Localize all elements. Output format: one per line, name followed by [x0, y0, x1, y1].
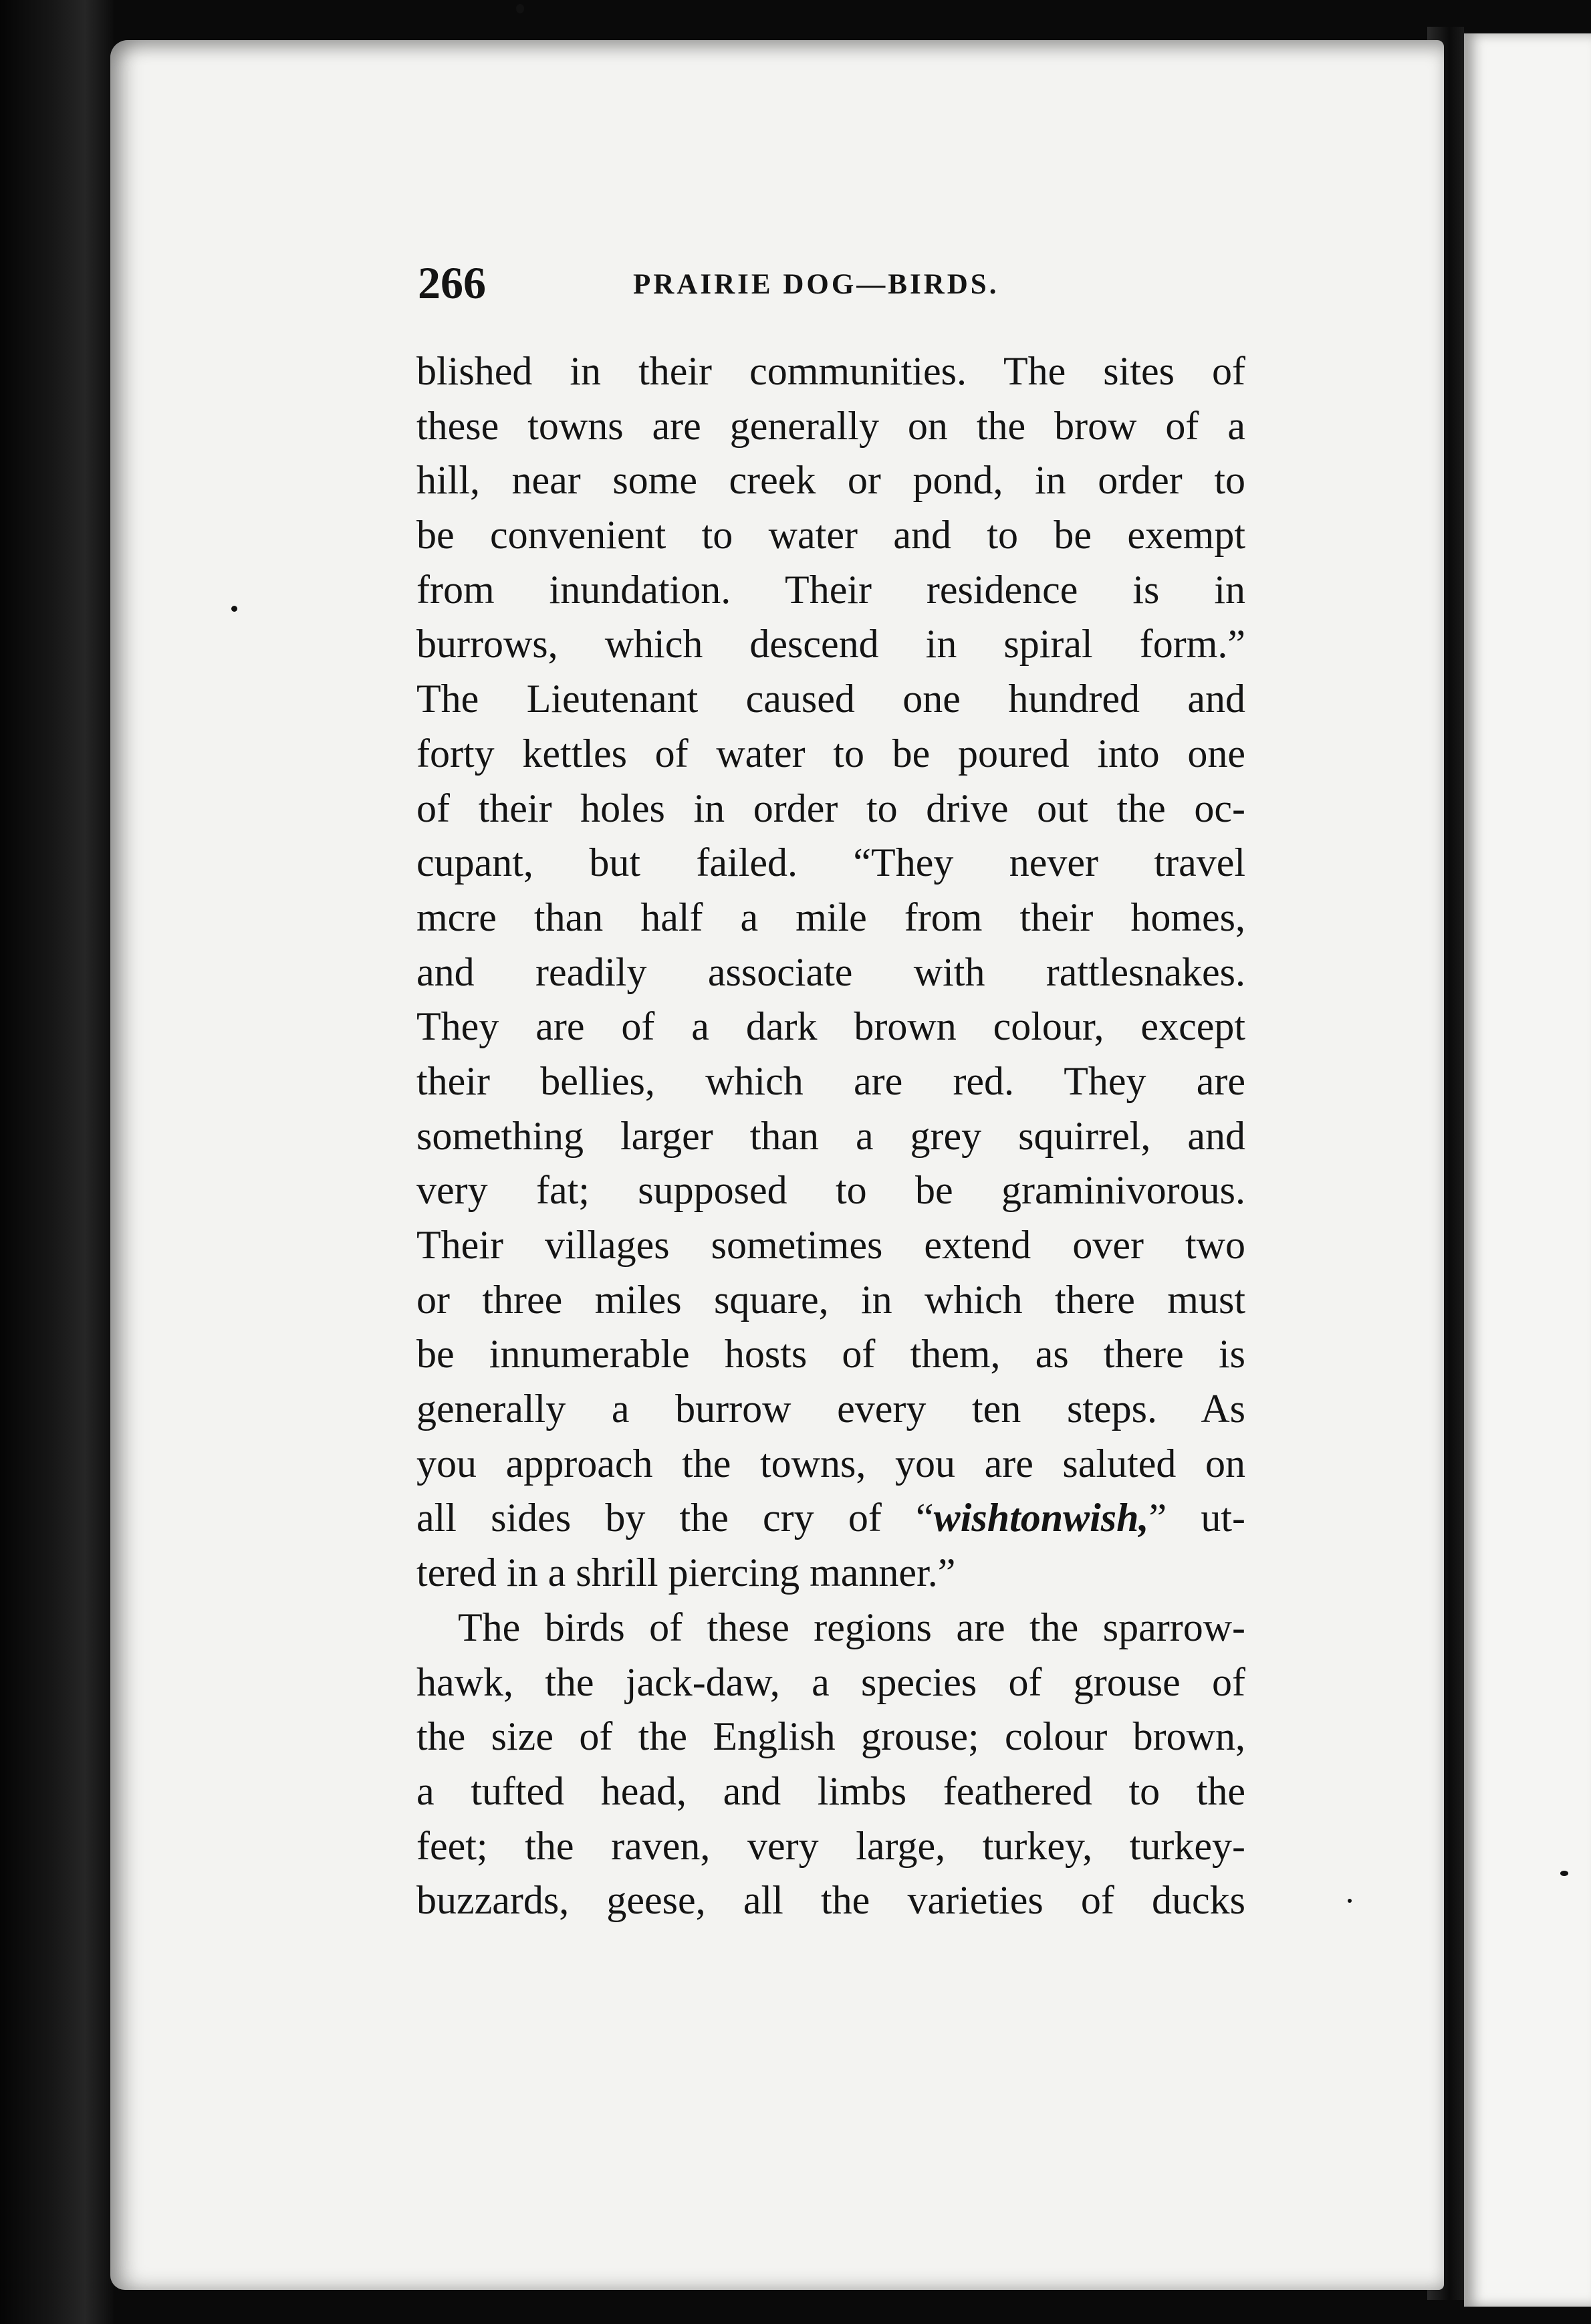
paragraph-end-line: tered in a shrill piercing manner.” — [416, 1550, 956, 1595]
text-line: mcre than half a mile from their homes, — [416, 895, 1245, 939]
text-line: They are of a dark brown colour, except — [416, 1004, 1245, 1049]
text-line: or three miles square, in which there must — [416, 1277, 1245, 1322]
running-head: PRAIRIE DOG—BIRDS. — [633, 269, 999, 300]
text-line: forty kettles of water to be poured into one — [416, 731, 1245, 776]
text-line: something larger than a grey squirrel, and — [416, 1113, 1245, 1158]
text-line: the size of the English grouse; colour brown, — [416, 1714, 1245, 1759]
paragraph-first-line: The birds of these regions are the sparrow- — [458, 1605, 1245, 1649]
text-line: their bellies, which are red. They are — [416, 1058, 1245, 1103]
italic-word: wishtonwish, — [933, 1496, 1149, 1540]
text-line: feet; the raven, very large, turkey, turkey- — [416, 1823, 1245, 1868]
text-line: blished in their communities. The sites of — [416, 349, 1245, 393]
text-line-with-italic — [416, 1491, 1245, 1546]
scan-speck — [516, 4, 524, 13]
text-line: cupant, but failed. “They never travel — [416, 840, 1245, 885]
text-line: burrows, which descend in spiral form.” — [416, 622, 1245, 667]
line-text-after: ” ut- — [1148, 1496, 1246, 1540]
text-line: hawk, the jack-daw, a species of grouse of — [416, 1659, 1245, 1704]
text-line: very fat; supposed to be graminivorous. — [416, 1168, 1245, 1213]
text-line: generally a burrow every ten steps. As — [416, 1387, 1245, 1431]
text-line: these towns are generally on the brow of a — [416, 403, 1245, 448]
page-header — [418, 259, 1247, 306]
text-line: and readily associate with rattlesnakes. — [416, 949, 1245, 994]
text-line: hill, near some creek or pond, in order to — [416, 458, 1245, 503]
text-line: you approach the towns, you are saluted on — [416, 1441, 1245, 1486]
scan-speck — [1348, 1899, 1352, 1903]
scan-speck — [1560, 1871, 1568, 1876]
text-line: of their holes in order to drive out the oc- — [416, 786, 1245, 830]
text-line: from inundation. Their residence is in — [416, 567, 1245, 612]
text-line: Their villages sometimes extend over two — [416, 1223, 1245, 1267]
text-line: be convenient to water and to be exempt — [416, 513, 1245, 558]
text-line: be innumerable hosts of them, as there is — [416, 1332, 1245, 1377]
book-binding-edge — [0, 0, 114, 2324]
line-text-before: all sides by the cry of “ — [416, 1496, 934, 1540]
text-line: a tufted head, and limbs feathered to the — [416, 1768, 1245, 1813]
text-line: buzzards, geese, all the varieties of ducks — [416, 1878, 1245, 1923]
page-number: 266 — [418, 257, 486, 308]
text-line: The Lieutenant caused one hundred and — [416, 677, 1245, 721]
body-text — [416, 344, 1245, 1928]
facing-page-edge — [1464, 33, 1591, 2307]
scan-speck — [231, 606, 237, 612]
